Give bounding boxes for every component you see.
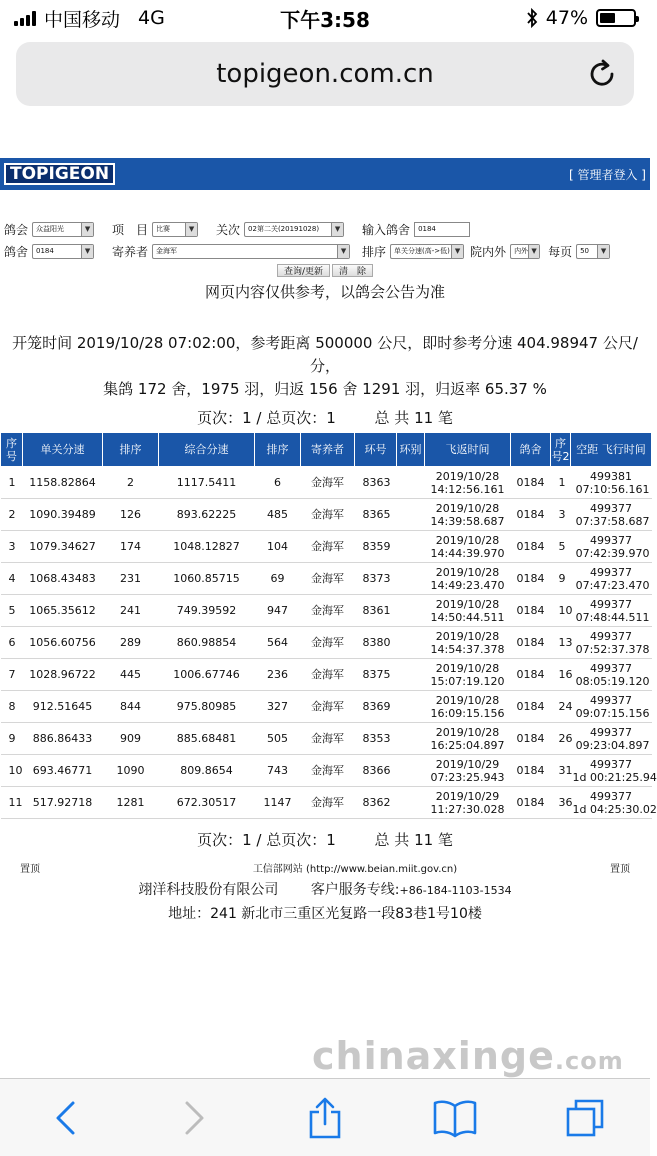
- cell-flight-time: 07:37:58.687: [575, 514, 650, 528]
- cell-flight-time: 1d 00:21:25.94: [572, 770, 657, 784]
- cell-speed: 1158.82864: [23, 467, 103, 499]
- watermark-main: chinaxinge: [312, 1034, 555, 1078]
- loft-select-value: 0184: [36, 247, 54, 255]
- cell-return-date: 2019/10/29: [435, 757, 500, 771]
- cell-rank: 231: [103, 563, 159, 595]
- cell-flight-time: 07:47:23.470: [575, 578, 650, 592]
- cell-return: [425, 755, 511, 787]
- share-icon[interactable]: [305, 1098, 345, 1138]
- cell-seq: 24: [551, 691, 571, 723]
- pager-bottom: [0, 829, 650, 850]
- cell-seq: 31: [551, 755, 571, 787]
- cell-ring-type: [397, 627, 425, 659]
- table-header-cell[interactable]: 排序: [103, 433, 159, 467]
- cell-total-rank: 743: [255, 755, 301, 787]
- cell-ring: 8375: [355, 659, 397, 691]
- cell-total-speed: 672.30517: [159, 787, 255, 819]
- table-row[interactable]: [1, 531, 652, 563]
- cell-breeder: 金海军: [301, 595, 355, 627]
- service-phone[interactable]: +86-184-1103-1534: [399, 884, 512, 897]
- item-select-value: 比赛: [156, 225, 171, 233]
- cell-rank: 909: [103, 723, 159, 755]
- cell-return-time: 14:12:56.161: [430, 482, 505, 496]
- cell-speed: 1068.43483: [23, 563, 103, 595]
- network-type: 4G: [138, 7, 165, 29]
- sort-select-value: 单关分速(高->低): [394, 247, 450, 255]
- cell-breeder: 金海军: [301, 563, 355, 595]
- cell-ring: 8361: [355, 595, 397, 627]
- cell-no: 11: [1, 787, 23, 819]
- cell-breeder: 金海军: [301, 755, 355, 787]
- race-info-line1: 开笼时间 2019/10/28 07:02:00，参考距离 500000 公尺，即时参考分速 404.98947 公尺/分，: [12, 334, 638, 375]
- pager-total: 总 共 11 笔: [374, 409, 453, 427]
- cell-return-date: 2019/10/28: [435, 469, 500, 483]
- cell-return-date: 2019/10/29: [435, 789, 500, 803]
- cell-total-speed: 809.8654: [159, 755, 255, 787]
- cell-ring-type: [397, 723, 425, 755]
- cell-seq: 13: [551, 627, 571, 659]
- table-header-cell[interactable]: 环号: [355, 433, 397, 467]
- cell-distance: 499377: [590, 501, 632, 515]
- cell-ring: 8365: [355, 499, 397, 531]
- cell-return: [425, 563, 511, 595]
- cell-speed: 912.51645: [23, 691, 103, 723]
- cell-total-speed: 1060.85715: [159, 563, 255, 595]
- cell-total-speed: 1006.67746: [159, 659, 255, 691]
- carrier-name: 中国移动: [44, 8, 121, 31]
- cell-distance: 499377: [590, 597, 632, 611]
- cell-loft: 0184: [511, 723, 551, 755]
- cell-loft: 0184: [511, 595, 551, 627]
- pager-pages: 页次：1 / 总页次：1: [197, 409, 336, 427]
- cell-flight-time: 1d 04:25:30.02: [572, 802, 657, 816]
- cell-return: [425, 723, 511, 755]
- cell-ring: 8380: [355, 627, 397, 659]
- cell-distance: 499381: [590, 469, 632, 483]
- cell-loft: 0184: [511, 787, 551, 819]
- cell-return-time: 14:50:44.511: [430, 610, 505, 624]
- cell-return-date: 2019/10/28: [435, 533, 500, 547]
- cell-speed: 1079.34627: [23, 531, 103, 563]
- cell-total-rank: 947: [255, 595, 301, 627]
- cell-loft: 0184: [511, 755, 551, 787]
- perpage-label: 每页: [548, 244, 573, 259]
- table-row[interactable]: [1, 563, 652, 595]
- table-row[interactable]: [1, 787, 652, 819]
- cell-return-time: 14:54:37.378: [430, 642, 505, 656]
- cell-breeder: 金海军: [301, 627, 355, 659]
- cell-flight: [571, 499, 652, 531]
- cell-ring-type: [397, 467, 425, 499]
- cell-flight: [571, 659, 652, 691]
- cell-no: 7: [1, 659, 23, 691]
- cell-rank: 1281: [103, 787, 159, 819]
- cell-return-time: 14:39:58.687: [430, 514, 505, 528]
- cell-total-rank: 6: [255, 467, 301, 499]
- cell-distance: 499377: [590, 693, 632, 707]
- cell-no: 4: [1, 563, 23, 595]
- footer-company: [0, 879, 650, 899]
- company-name: 翊洋科技股份有限公司: [138, 882, 279, 898]
- cell-distance: 499377: [590, 757, 632, 771]
- club-select[interactable]: [32, 222, 94, 237]
- signal-icon: [14, 10, 36, 26]
- table-header-cell[interactable]: 排序: [255, 433, 301, 467]
- cell-total-rank: 485: [255, 499, 301, 531]
- chevron-down-icon: ▼: [597, 245, 609, 258]
- cell-ring-type: [397, 659, 425, 691]
- cell-return-time: 14:49:23.470: [430, 578, 505, 592]
- cell-rank: 174: [103, 531, 159, 563]
- table-row[interactable]: [1, 691, 652, 723]
- watermark-logo: [312, 1034, 624, 1078]
- cell-flight-time: 07:48:44.511: [575, 610, 650, 624]
- race-select[interactable]: [244, 222, 344, 237]
- race-info: [0, 332, 650, 401]
- cell-return-date: 2019/10/28: [435, 725, 500, 739]
- table-row[interactable]: [1, 723, 652, 755]
- site-header: [0, 158, 650, 190]
- pager-top: [0, 407, 650, 428]
- cell-return-time: 11:27:30.028: [430, 802, 505, 816]
- cell-speed: 1090.39489: [23, 499, 103, 531]
- item-select[interactable]: [152, 222, 198, 237]
- cell-breeder: 金海军: [301, 723, 355, 755]
- cell-flight-time: 07:10:56.161: [575, 482, 650, 496]
- cell-flight: [571, 755, 657, 787]
- cell-rank: 2: [103, 467, 159, 499]
- cell-speed: 886.86433: [23, 723, 103, 755]
- cell-breeder: 金海军: [301, 467, 355, 499]
- cell-seq: 16: [551, 659, 571, 691]
- cell-return-time: 15:07:19.120: [430, 674, 505, 688]
- admin-login-link[interactable]: [ 管理者登入 ]: [569, 167, 646, 182]
- query-form: [0, 218, 650, 277]
- cell-ring-type: [397, 595, 425, 627]
- table-header-cell[interactable]: 综合分速: [159, 433, 255, 467]
- bluetooth-icon: [526, 8, 538, 28]
- table-header-cell[interactable]: 鸽舍: [511, 433, 551, 467]
- cell-ring: 8362: [355, 787, 397, 819]
- cell-ring-type: [397, 691, 425, 723]
- cell-return-date: 2019/10/28: [435, 693, 500, 707]
- cell-flight-time: 07:42:39.970: [575, 546, 650, 560]
- cell-seq: 3: [551, 499, 571, 531]
- back-to-top-left[interactable]: 置顶: [20, 864, 40, 875]
- cell-loft: 0184: [511, 467, 551, 499]
- loft-input[interactable]: 0184: [414, 222, 470, 237]
- cell-total-speed: 1048.12827: [159, 531, 255, 563]
- cell-ring-type: [397, 499, 425, 531]
- cell-return-time: 16:09:15.156: [430, 706, 505, 720]
- cell-loft: 0184: [511, 563, 551, 595]
- results-table: [0, 432, 657, 819]
- cell-flight-time: 09:23:04.897: [575, 738, 650, 752]
- cell-ring-type: [397, 755, 425, 787]
- cell-seq: 10: [551, 595, 571, 627]
- status-bar: [0, 0, 650, 36]
- bookmarks-icon[interactable]: [435, 1098, 475, 1138]
- cell-no: 5: [1, 595, 23, 627]
- loft-select[interactable]: [32, 244, 94, 259]
- battery-icon: [596, 9, 636, 27]
- cell-ring: 8363: [355, 467, 397, 499]
- cell-return: [425, 659, 511, 691]
- cell-rank: 1090: [103, 755, 159, 787]
- cell-return: [425, 627, 511, 659]
- chevron-down-icon: ▼: [451, 245, 463, 258]
- perpage-select[interactable]: [576, 244, 610, 259]
- table-row[interactable]: [1, 659, 652, 691]
- cell-rank: 445: [103, 659, 159, 691]
- cell-ring-type: [397, 787, 425, 819]
- cell-speed: 1028.96722: [23, 659, 103, 691]
- chevron-down-icon: ▼: [81, 223, 93, 236]
- cell-breeder: 金海军: [301, 531, 355, 563]
- cell-flight: [571, 531, 652, 563]
- chevron-down-icon: ▼: [331, 223, 343, 236]
- cell-distance: 499377: [590, 789, 632, 803]
- chevron-down-icon: ▼: [81, 245, 93, 258]
- breeder-label: 寄养者: [112, 244, 149, 259]
- watermark-suffix: .com: [554, 1047, 624, 1075]
- cell-breeder: 金海军: [301, 659, 355, 691]
- notice-text: 网页内容仅供参考，以鸽会公告为准: [204, 283, 445, 301]
- sort-label: 排序: [362, 244, 387, 259]
- cell-no: 1: [1, 467, 23, 499]
- table-row[interactable]: [1, 499, 652, 531]
- cell-flight: [571, 595, 652, 627]
- club-select-value: 众益阳光: [36, 225, 65, 233]
- cell-return: [425, 691, 511, 723]
- cell-total-speed: 885.68481: [159, 723, 255, 755]
- table-header-cell[interactable]: 单关分速: [23, 433, 103, 467]
- footer-top: [0, 860, 650, 875]
- cell-total-speed: 1117.5411: [159, 467, 255, 499]
- table-header-cell[interactable]: 空距 飞行时间: [571, 433, 652, 467]
- cell-ring: 8369: [355, 691, 397, 723]
- cell-breeder: 金海军: [301, 691, 355, 723]
- cell-flight-time: 07:52:37.378: [575, 642, 650, 656]
- cell-rank: 844: [103, 691, 159, 723]
- table-header-cell[interactable]: 寄养者: [301, 433, 355, 467]
- pager-pages: 页次：1 / 总页次：1: [197, 831, 336, 849]
- cell-return-date: 2019/10/28: [435, 597, 500, 611]
- inout-select[interactable]: [510, 244, 540, 259]
- cell-breeder: 金海军: [301, 787, 355, 819]
- cell-seq: 1: [551, 467, 571, 499]
- cell-loft: 0184: [511, 691, 551, 723]
- cell-ring: 8359: [355, 531, 397, 563]
- cell-flight-time: 08:05:19.120: [575, 674, 650, 688]
- breeder-select-value: 金海军: [156, 247, 178, 255]
- table-row[interactable]: [1, 627, 652, 659]
- cell-total-speed: 860.98854: [159, 627, 255, 659]
- cell-flight: [571, 627, 652, 659]
- status-time: 下午3:58: [280, 7, 370, 32]
- cell-flight: [571, 691, 652, 723]
- forward-icon[interactable]: [175, 1098, 215, 1138]
- cell-return: [425, 467, 511, 499]
- cell-rank: 289: [103, 627, 159, 659]
- cell-rank: 126: [103, 499, 159, 531]
- cell-no: 2: [1, 499, 23, 531]
- club-label: 鸽会: [4, 222, 29, 237]
- cell-distance: 499377: [590, 725, 632, 739]
- cell-total-rank: 69: [255, 563, 301, 595]
- race-select-value: 02第二关(20191028): [248, 225, 320, 233]
- cell-seq: 36: [551, 787, 571, 819]
- table-body: [1, 467, 657, 819]
- cell-total-rank: 1147: [255, 787, 301, 819]
- cell-loft: 0184: [511, 531, 551, 563]
- loft-label: 鸽舍: [4, 244, 29, 259]
- table-header-cell[interactable]: 飞返时间: [425, 433, 511, 467]
- cell-return: [425, 787, 511, 819]
- cell-no: 9: [1, 723, 23, 755]
- table-header-cell[interactable]: 序号2: [551, 433, 571, 467]
- cell-ring-type: [397, 563, 425, 595]
- race-label: 关次: [216, 222, 241, 237]
- inout-label: 院内外: [470, 244, 507, 259]
- table-header-row: [1, 433, 652, 467]
- pager-total: 总 共 11 笔: [374, 831, 453, 849]
- cell-total-rank: 505: [255, 723, 301, 755]
- cell-ring: 8366: [355, 755, 397, 787]
- back-icon[interactable]: [45, 1098, 85, 1138]
- cell-return-time: 07:23:25.943: [430, 770, 505, 784]
- cell-return: [425, 595, 511, 627]
- item-label: 项 目: [112, 222, 149, 237]
- cell-return-date: 2019/10/28: [435, 565, 500, 579]
- cell-loft: 0184: [511, 627, 551, 659]
- cell-ring: 8373: [355, 563, 397, 595]
- cell-total-rank: 564: [255, 627, 301, 659]
- cell-no: 3: [1, 531, 23, 563]
- cell-flight: [571, 787, 657, 819]
- cell-flight-time: 09:07:15.156: [575, 706, 650, 720]
- cell-no: 6: [1, 627, 23, 659]
- breeder-select[interactable]: [152, 244, 350, 259]
- tabs-icon[interactable]: [565, 1098, 605, 1138]
- table-header-cell[interactable]: 序号: [1, 433, 23, 467]
- cell-total-rank: 236: [255, 659, 301, 691]
- cell-loft: 0184: [511, 659, 551, 691]
- cell-total-speed: 893.62225: [159, 499, 255, 531]
- cell-loft: 0184: [511, 499, 551, 531]
- table-row[interactable]: [1, 467, 652, 499]
- cell-ring: 8353: [355, 723, 397, 755]
- cell-ring-type: [397, 531, 425, 563]
- cell-return-date: 2019/10/28: [435, 661, 500, 675]
- back-to-top-right[interactable]: 置顶: [609, 864, 630, 875]
- cell-flight: [571, 467, 652, 499]
- reload-icon[interactable]: [586, 58, 618, 90]
- chevron-down-icon: ▼: [337, 245, 349, 258]
- url-text: topigeon.com.cn: [216, 59, 434, 89]
- cell-seq: 26: [551, 723, 571, 755]
- cell-return-time: 16:25:04.897: [430, 738, 505, 752]
- cell-distance: 499377: [590, 533, 632, 547]
- table-row[interactable]: [1, 755, 652, 787]
- table-row[interactable]: [1, 595, 652, 627]
- sort-select[interactable]: [390, 244, 464, 259]
- cell-speed: 1065.35612: [23, 595, 103, 627]
- cell-seq: 9: [551, 563, 571, 595]
- cell-return-time: 14:44:39.970: [430, 546, 505, 560]
- cell-return-date: 2019/10/28: [435, 501, 500, 515]
- site-logo[interactable]: TOPIGEON: [4, 163, 115, 185]
- input-loft-label: 输入鸽舍: [362, 222, 411, 237]
- chevron-down-icon: ▼: [528, 245, 539, 258]
- clear-button[interactable]: 清 除: [332, 264, 373, 277]
- cell-breeder: 金海军: [301, 499, 355, 531]
- cell-return: [425, 499, 511, 531]
- cell-no: 10: [1, 755, 23, 787]
- service-label: 客户服务专线:: [310, 882, 400, 898]
- battery-percent: 47%: [545, 7, 588, 29]
- cell-distance: 499377: [590, 661, 632, 675]
- perpage-select-value: 50: [580, 247, 589, 255]
- cell-flight: [571, 723, 652, 755]
- cell-total-rank: 327: [255, 691, 301, 723]
- cell-rank: 241: [103, 595, 159, 627]
- inout-select-value: 内外: [514, 247, 529, 255]
- cell-speed: 1056.60756: [23, 627, 103, 659]
- cell-speed: 517.92718: [23, 787, 103, 819]
- footer-address: 地址：241 新北市三重区光复路一段83巷1号10楼: [168, 906, 482, 922]
- cell-flight: [571, 563, 652, 595]
- miit-link[interactable]: 工信部网站 (http://www.beian.miit.gov.cn): [252, 864, 458, 875]
- cell-distance: 499377: [590, 629, 632, 643]
- cell-distance: 499377: [590, 565, 632, 579]
- race-info-line2: 集鸽 172 舍，1975 羽，归返 156 舍 1291 羽，归返率 65.37 %: [103, 380, 547, 398]
- cell-return: [425, 531, 511, 563]
- cell-no: 8: [1, 691, 23, 723]
- cell-return-date: 2019/10/28: [435, 629, 500, 643]
- address-bar[interactable]: [16, 42, 634, 106]
- browser-toolbar: [0, 1078, 650, 1156]
- cell-total-speed: 975.80985: [159, 691, 255, 723]
- cell-total-speed: 749.39592: [159, 595, 255, 627]
- cell-seq: 5: [551, 531, 571, 563]
- table-header-cell[interactable]: 环别: [397, 433, 425, 467]
- chevron-down-icon: ▼: [185, 223, 197, 236]
- cell-total-rank: 104: [255, 531, 301, 563]
- cell-speed: 693.46771: [23, 755, 103, 787]
- query-button[interactable]: 查询/更新: [277, 264, 330, 277]
